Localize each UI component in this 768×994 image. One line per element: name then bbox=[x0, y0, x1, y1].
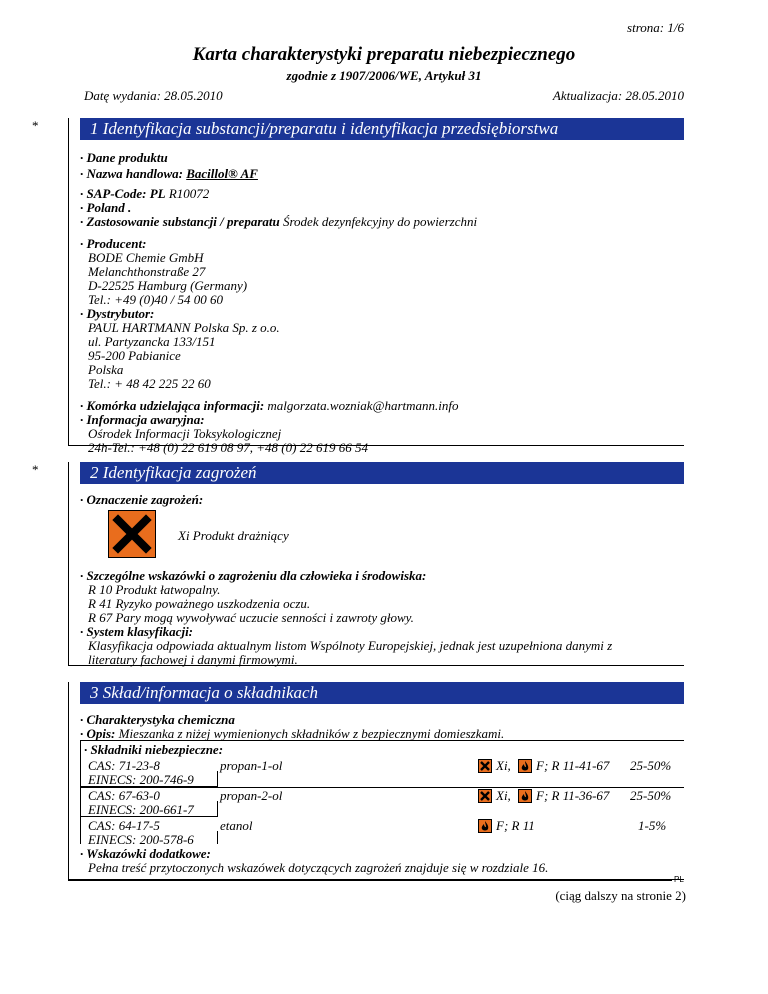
component-xi: Xi, bbox=[496, 758, 511, 773]
trade-name-label: · Nazwa handlowa: bbox=[80, 166, 183, 181]
producer-line: BODE Chemie GmbH bbox=[88, 250, 204, 265]
flame-icon bbox=[518, 789, 532, 803]
r-phrase: R 67 Pary mogą wywoływać uczucie senności i zawroty głowy. bbox=[88, 610, 414, 625]
info-row bbox=[80, 398, 459, 413]
chemical-characteristics-label: · Charakterystyka chemiczna bbox=[80, 712, 235, 727]
component-einecs: EINECS: 200-578-6 bbox=[88, 832, 194, 847]
component-classification: F; R 11 bbox=[496, 818, 535, 833]
section-1-heading: 1 Identyfikacja substancji/preparatu i identyfikacja przedsiębiorstwa bbox=[80, 118, 684, 140]
distributor-line: PAUL HARTMANN Polska Sp. z o.o. bbox=[88, 320, 280, 335]
flame-icon bbox=[518, 759, 532, 773]
issue-date: Datę wydania: 28.05.2010 bbox=[84, 88, 223, 103]
document-subtitle: zgodnie z 1907/2006/WE, Artykuł 31 bbox=[286, 68, 482, 83]
emergency-line: Ośrodek Informacji Toksykologicznej bbox=[88, 426, 282, 441]
page-number: strona: 1/6 bbox=[627, 20, 684, 35]
component-name: propan-2-ol bbox=[220, 788, 283, 803]
irritant-x-icon bbox=[108, 510, 156, 558]
distributor-label: · Dystrybutor: bbox=[80, 306, 155, 321]
irritant-x-icon bbox=[478, 759, 492, 773]
component-concentration: 1-5% bbox=[638, 818, 667, 833]
producer-line: D-22525 Hamburg (Germany) bbox=[88, 278, 248, 293]
irritant-x-icon bbox=[478, 789, 492, 803]
component-classification: F; R 11-41-67 bbox=[536, 758, 610, 773]
update-date: Aktualizacja: 28.05.2010 bbox=[552, 88, 684, 103]
use-label: · Zastosowanie substancji / preparatu bbox=[80, 214, 280, 229]
component-cas: CAS: 71-23-8 bbox=[88, 758, 160, 773]
sap-code-value: R10072 bbox=[168, 186, 210, 201]
trade-name-row bbox=[80, 166, 258, 181]
distributor-line: Polska bbox=[88, 362, 124, 377]
hazard-symbol-text: Xi Produkt drażniący bbox=[178, 528, 289, 543]
trade-name-value: Bacillol® AF bbox=[186, 166, 258, 181]
classification-line: literatury fachowej i danymi firmowymi. bbox=[88, 652, 298, 667]
component-cas: CAS: 67-63-0 bbox=[88, 788, 160, 803]
continued-note: (ciąg dalszy na stronie 2) bbox=[555, 888, 686, 903]
product-data-label: · Dane produktu bbox=[80, 150, 168, 165]
component-concentration: 25-50% bbox=[630, 758, 672, 773]
info-label: · Komórka udzielająca informacji: bbox=[80, 398, 265, 413]
use-row bbox=[80, 214, 477, 229]
component-classification: F; R 11-36-67 bbox=[536, 788, 610, 803]
distributor-line: 95-200 Pabianice bbox=[88, 348, 181, 363]
section-2-heading: 2 Identyfikacja zagrożeń bbox=[80, 462, 684, 484]
language-code: PL bbox=[674, 875, 684, 884]
r-phrase: R 41 Ryzyko poważnego uszkodzenia oczu. bbox=[88, 596, 311, 611]
classification-system-label: · System klasyfikacji: bbox=[80, 624, 194, 639]
emergency-line: 24h-Tel.: +48 (0) 22 619 08 97, +48 (0) 22 619 66 54 bbox=[88, 440, 368, 455]
description-value: Mieszanka z niżej wymienionych składników z bezpiecznymi domieszkami. bbox=[118, 726, 505, 741]
distributor-line: Tel.: + 48 42 225 22 60 bbox=[88, 376, 211, 391]
use-value: Środek dezynfekcyjny do powierzchni bbox=[282, 214, 478, 229]
hazard-designation-label: · Oznaczenie zagrożeń: bbox=[80, 492, 204, 507]
revision-marker: * bbox=[32, 462, 39, 477]
component-einecs: EINECS: 200-746-9 bbox=[88, 772, 194, 787]
emergency-label: · Informacja awaryjna: bbox=[80, 412, 205, 427]
component-cas: CAS: 64-17-5 bbox=[88, 818, 160, 833]
r-phrase: R 10 Produkt łatwopalny. bbox=[88, 582, 221, 597]
component-einecs: EINECS: 200-661-7 bbox=[88, 802, 194, 817]
component-xi: Xi, bbox=[496, 788, 511, 803]
additional-info-label: · Wskazówki dodatkowe: bbox=[80, 846, 211, 861]
additional-info-value: Pełna treść przytoczonych wskazówek dotyczących zagrożeń znajduje się w rozdziale 16. bbox=[88, 860, 549, 875]
distributor-line: ul. Partyzancka 133/151 bbox=[88, 334, 216, 349]
producer-label: · Producent: bbox=[80, 236, 147, 251]
footer-rule bbox=[68, 880, 672, 881]
description-row bbox=[80, 726, 504, 741]
document-title: Karta charakterystyki preparatu niebezpiecznego bbox=[192, 44, 576, 65]
section-3-heading: 3 Skład/informacja o składnikach bbox=[80, 682, 684, 704]
producer-line: Tel.: +49 (0)40 / 54 00 60 bbox=[88, 292, 224, 307]
sap-code-row bbox=[80, 186, 209, 201]
poland-line: · Poland . bbox=[80, 200, 132, 215]
revision-marker: * bbox=[32, 118, 39, 133]
flame-icon bbox=[478, 819, 492, 833]
special-hazards-label: · Szczególne wskazówki o zagrożeniu dla człowieka i środowiska: bbox=[80, 568, 427, 583]
component-name: etanol bbox=[220, 818, 253, 833]
classification-line: Klasyfikacja odpowiada aktualnym listom Wspólnoty Europejskiej, jednak jest uzupełniona danymi z bbox=[88, 638, 613, 653]
component-name: propan-1-ol bbox=[220, 758, 283, 773]
producer-line: Melanchthonstraße 27 bbox=[88, 264, 206, 279]
info-email: malgorzata.wozniak@hartmann.info bbox=[267, 398, 459, 413]
description-label: · Opis: bbox=[80, 726, 116, 741]
component-concentration: 25-50% bbox=[630, 788, 672, 803]
hazardous-components-label: · Składniki niebezpieczne: bbox=[84, 742, 224, 757]
sap-code-label: · SAP-Code: PL bbox=[80, 186, 166, 201]
